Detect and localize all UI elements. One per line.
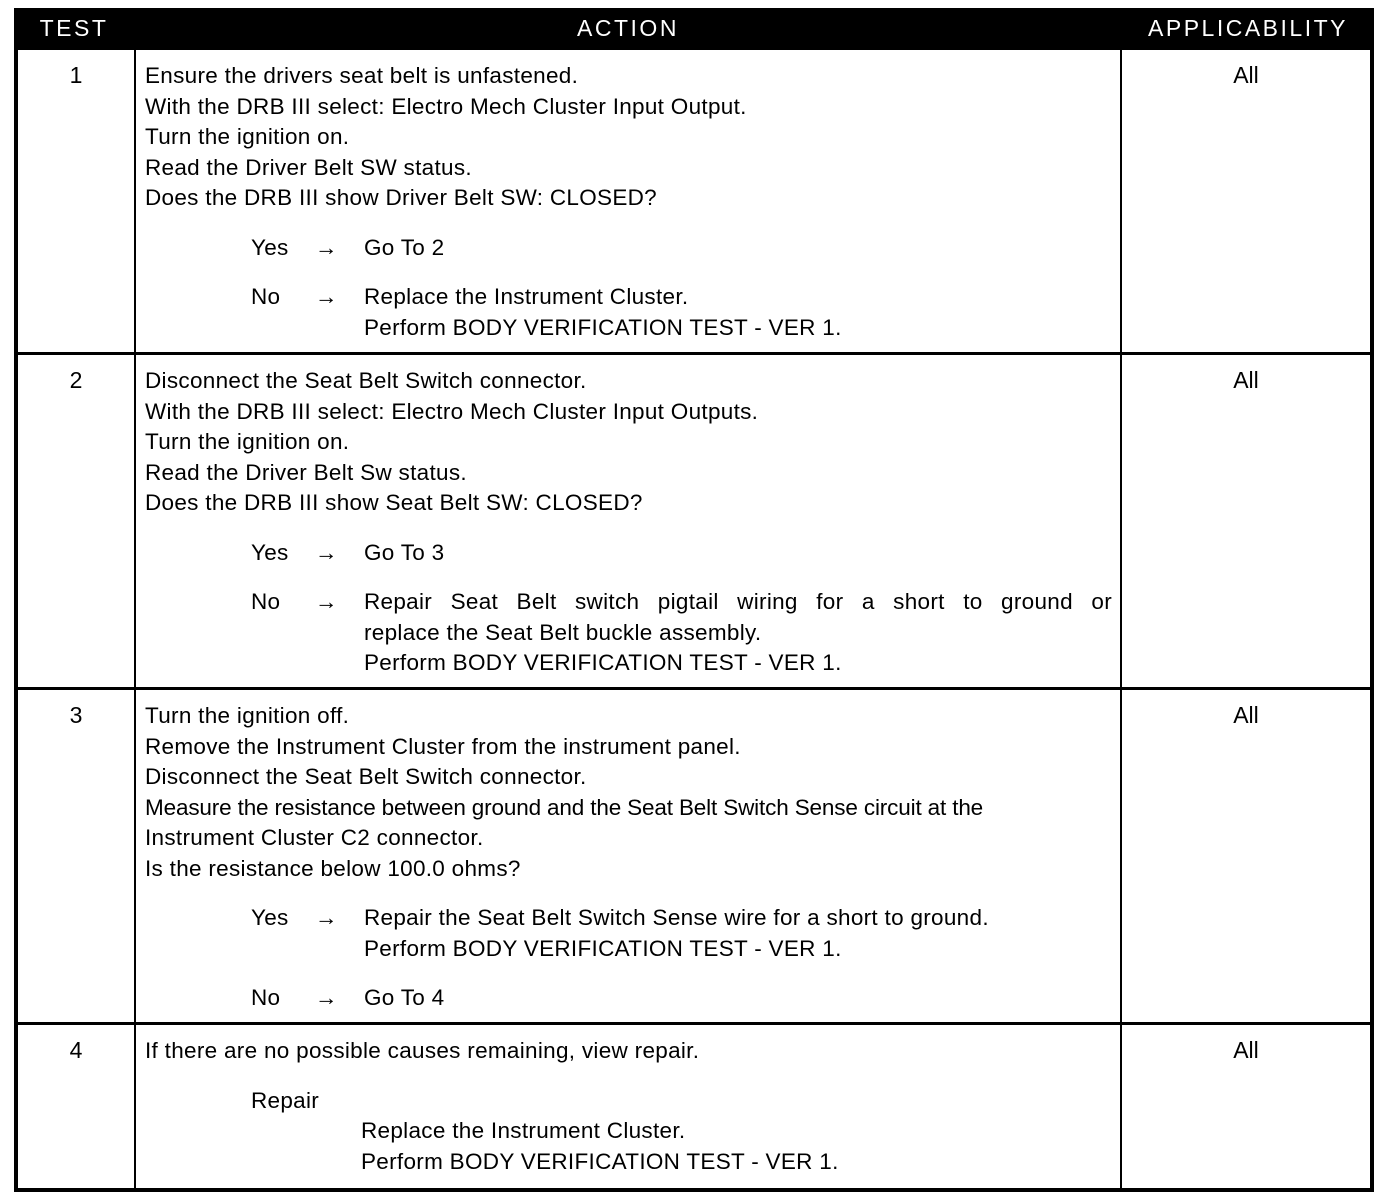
response-text: Repair Seat Belt switch pigtail wiring for a short to ground or: [364, 589, 1112, 614]
arrow-icon: →: [315, 234, 338, 260]
repair-text: Replace the Instrument Cluster.: [361, 1118, 686, 1143]
header-action: ACTION: [577, 15, 679, 41]
response-text: Go To 3: [364, 539, 445, 565]
no-response: [145, 282, 1120, 343]
repair-text: Perform BODY VERIFICATION TEST - VER 1.: [361, 1148, 839, 1174]
response-text: Repair the Seat Belt Switch Sense wire for a short to ground.: [364, 905, 989, 930]
yes-label: Yes: [251, 905, 289, 930]
response-text: replace the Seat Belt buckle assembly.: [364, 619, 762, 645]
applicability-1: All: [1122, 50, 1370, 352]
step-question: Does the DRB III show Driver Belt SW: CLOSED?: [145, 185, 657, 210]
arrow-icon: →: [315, 539, 338, 565]
applicability-4: All: [1122, 1025, 1370, 1188]
no-label: No: [251, 985, 281, 1010]
step-text: Remove the Instrument Cluster from the instrument panel.: [145, 733, 741, 759]
repair-label: Repair: [251, 1087, 320, 1113]
step-text: Turn the ignition off.: [145, 703, 350, 728]
step-text: With the DRB III select: Electro Mech Cluster Input Outputs.: [145, 398, 759, 424]
response-text: Perform BODY VERIFICATION TEST - VER 1.: [364, 314, 842, 340]
yes-label: Yes: [251, 539, 289, 565]
step-text: Read the Driver Belt Sw status.: [145, 459, 467, 485]
applicability-3: All: [1122, 690, 1370, 1022]
header-test: TEST: [39, 15, 109, 41]
yes-label: Yes: [251, 234, 289, 260]
no-label: No: [251, 589, 281, 614]
step-text: Instrument Cluster C2 connector.: [145, 825, 484, 850]
step-text: With the DRB III select: Electro Mech Cluster Input Output.: [145, 93, 747, 119]
action-cell-1: [136, 50, 1120, 352]
step-text: Read the Driver Belt SW status.: [145, 154, 472, 180]
applicability-2: All: [1122, 355, 1370, 687]
test-number-1: 1: [18, 50, 134, 352]
response-text: Perform BODY VERIFICATION TEST - VER 1.: [364, 935, 842, 961]
action-cell-4: [136, 1025, 1120, 1188]
diagnostic-table: [14, 8, 1374, 1192]
step-text: Measure the resistance between ground and the Seat Belt Switch Sense circuit at the: [145, 794, 984, 820]
step-text: Turn the ignition on.: [145, 124, 350, 149]
response-text: Perform BODY VERIFICATION TEST - VER 1.: [364, 650, 842, 675]
header-applicability: APPLICABILITY: [1148, 15, 1348, 41]
no-response: [145, 587, 1120, 679]
step-text: Turn the ignition on.: [145, 429, 350, 454]
step-text: Ensure the drivers seat belt is unfastened.: [145, 63, 579, 88]
yes-response: [145, 538, 1120, 569]
arrow-icon: →: [315, 985, 338, 1010]
arrow-icon: →: [315, 284, 338, 309]
response-text: Go To 2: [364, 234, 445, 260]
no-label: No: [251, 284, 281, 309]
yes-response: [145, 903, 1120, 964]
no-response: [145, 983, 1120, 1014]
test-number-4: 4: [18, 1025, 134, 1188]
yes-response: [145, 233, 1120, 264]
response-text: Replace the Instrument Cluster.: [364, 284, 689, 309]
step-text: Disconnect the Seat Belt Switch connector.: [145, 764, 587, 789]
test-number-3: 3: [18, 690, 134, 1022]
arrow-icon: →: [315, 589, 338, 614]
arrow-icon: →: [315, 905, 338, 930]
step-question: Is the resistance below 100.0 ohms?: [145, 855, 521, 881]
step-question: Does the DRB III show Seat Belt SW: CLOSED?: [145, 490, 643, 515]
test-number-2: 2: [18, 355, 134, 687]
step-text: If there are no possible causes remaining, view repair.: [145, 1038, 700, 1063]
action-cell-2: [136, 355, 1120, 687]
action-cell-3: [136, 690, 1120, 1022]
response-text: Go To 4: [364, 985, 445, 1010]
step-text: Disconnect the Seat Belt Switch connector.: [145, 368, 587, 393]
